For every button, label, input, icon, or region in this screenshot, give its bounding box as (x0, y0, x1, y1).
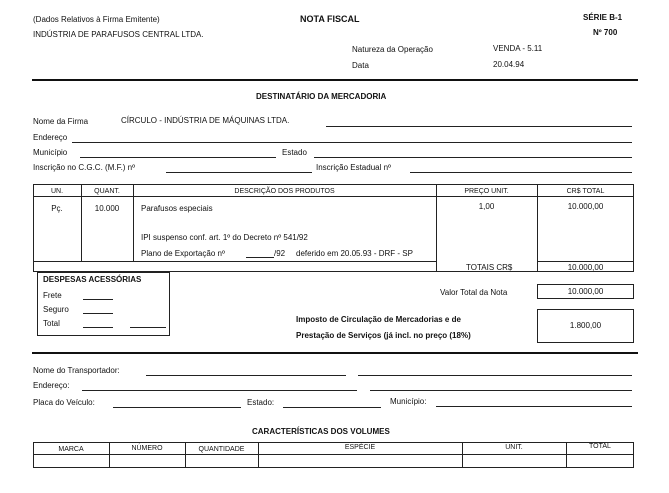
total-despesas-value-line (130, 327, 166, 328)
volumes-header-divider (33, 454, 634, 455)
totais-top-line (537, 261, 634, 262)
frete-line (83, 299, 113, 300)
col-divider-quant (133, 184, 134, 261)
vol-header-unit: UNIT. (505, 444, 523, 451)
valor-total-value: 10.000,00 (567, 287, 604, 296)
endereco-label: Endereço (33, 133, 68, 142)
plano-exportacao-blank (246, 257, 274, 258)
frete-label: Frete (43, 291, 62, 300)
row-quant: 10.000 (94, 204, 120, 213)
plano-exportacao-number: /92 (274, 249, 286, 258)
items-body-bottom (33, 261, 437, 262)
despesas-title: DESPESAS ACESSÓRIAS (43, 275, 142, 284)
valor-total-label: Valor Total da Nota (440, 288, 508, 297)
municipio-line (80, 157, 276, 158)
row-un: Pç. (51, 204, 63, 213)
serie-label: SÉRIE B-1 (583, 13, 623, 22)
nome-firma-label: Nome da Firma (33, 117, 89, 126)
volumes-title: CARACTERÍSTICAS DOS VOLUMES (252, 427, 390, 436)
col-divider-descricao (436, 184, 437, 272)
mid-divider (32, 352, 638, 354)
header-preco: PREÇO UNIT. (464, 188, 509, 195)
plano-exportacao-suffix: deferido em 20.05.93 - DRF - SP (296, 249, 413, 258)
totais-value: 10.000,00 (567, 263, 604, 272)
transportador-municipio-label: Município: (390, 397, 427, 406)
data-value: 20.04.94 (493, 60, 525, 69)
document-title: NOTA FISCAL (300, 14, 360, 24)
items-table (33, 184, 634, 272)
transportador-nome-line (146, 375, 346, 376)
natureza-value: VENDA - 5.11 (493, 44, 543, 53)
emitente-note: (Dados Relativos à Firma Emitente) (33, 15, 160, 24)
transportador-estado-label: Estado: (247, 398, 275, 407)
row-total: 10.000,00 (567, 202, 604, 211)
col-divider-preco (537, 184, 538, 272)
transportador-nome-label: Nome do Transportador: (33, 366, 120, 375)
data-label: Data (352, 61, 369, 70)
icms-label-line2: Prestação de Serviços (já incl. no preço (18%) (296, 331, 471, 340)
emitente-company: INDÚSTRIA DE PARAFUSOS CENTRAL LTDA. (33, 30, 204, 39)
transportador-endereco-line (82, 390, 357, 391)
row-descricao: Parafusos especiais (141, 204, 213, 213)
transportador-estado-line (283, 407, 381, 408)
vol-header-especie: ESPÉCIE (344, 444, 376, 451)
transportador-nome-line-2 (358, 375, 632, 376)
nome-firma-line (326, 126, 632, 127)
municipio-label: Município (33, 148, 68, 157)
col-divider-un (81, 184, 82, 261)
header-divider (32, 79, 638, 81)
header-un: UN. (50, 188, 64, 195)
transportador-endereco-line-2 (370, 390, 632, 391)
numero-label: Nº 700 (593, 28, 618, 37)
placa-label: Placa do Veículo: (33, 398, 95, 407)
inscricao-line (410, 172, 632, 173)
seguro-label: Seguro (43, 305, 69, 314)
totais-label: TOTAIS CR$ (466, 263, 513, 272)
vol-header-marca: MARCA (58, 446, 84, 453)
icms-label-line1: Imposto de Circulação de Mercadorias e de (296, 315, 461, 324)
endereco-line (72, 142, 632, 143)
transportador-endereco-label: Endereço: (33, 381, 70, 390)
icms-value: 1.800,00 (569, 321, 602, 330)
total-despesas-label: Total (43, 319, 60, 328)
header-total: CR$ TOTAL (566, 188, 605, 195)
vol-header-numero: NÚMERO (131, 445, 163, 452)
nome-firma-value: CÍRCULO - INDÚSTRIA DE MÁQUINAS LTDA. (121, 116, 290, 125)
header-quant: QUANT. (94, 188, 120, 195)
cgc-label: Inscrição no C.G.C. (M.F.) nº (33, 163, 136, 172)
vol-header-quantidade: QUANTIDADE (198, 446, 245, 453)
seguro-line (83, 313, 113, 314)
cgc-line (166, 172, 312, 173)
natureza-label: Natureza da Operação (352, 45, 433, 54)
items-header-divider (33, 196, 634, 197)
plano-exportacao-prefix: Plano de Exportação nº (141, 249, 225, 258)
header-descricao: DESCRIÇÃO DOS PRODUTOS (234, 188, 335, 195)
destinatario-section-title: DESTINATÁRIO DA MERCADORIA (256, 92, 387, 101)
total-despesas-line (83, 327, 113, 328)
estado-label: Estado (282, 148, 307, 157)
row-preco: 1,00 (478, 202, 495, 211)
transportador-municipio-line (436, 406, 632, 407)
vol-header-total: TOTAL (589, 443, 611, 450)
inscricao-label: Inscrição Estadual nº (316, 163, 391, 172)
estado-line (314, 157, 632, 158)
placa-line (113, 407, 241, 408)
ipi-note: IPI suspenso conf. art. 1º do Decreto nº 541/92 (141, 233, 308, 242)
